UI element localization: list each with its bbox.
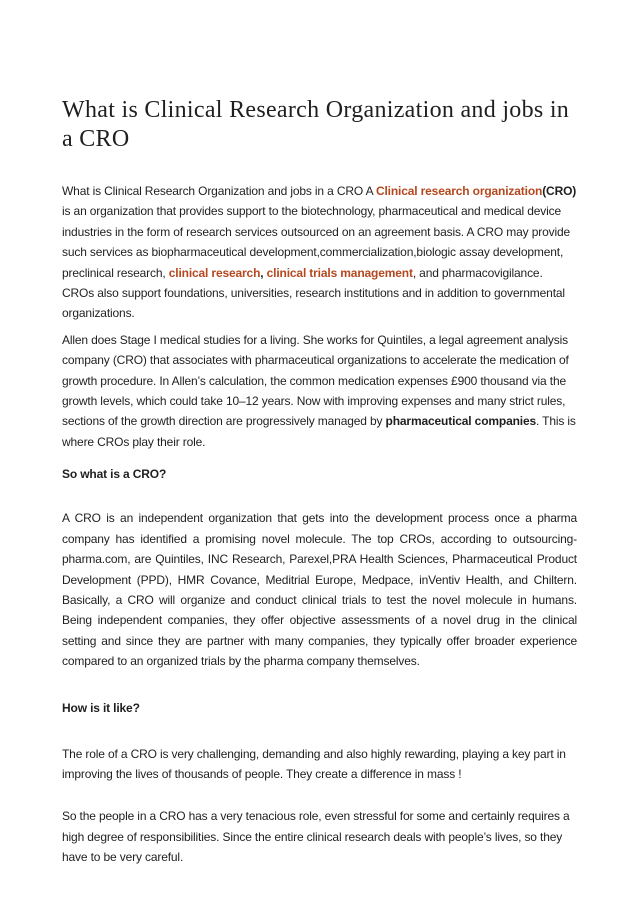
intro-text-2: is an organization that provides support to the biotechnology, pharmaceutical and medical device industries in the form of research services outsourced on an agreement basis. A CRO may provide such services as biopharmaceutical development,commercialization,biologic assay development, preclinical research, <box>62 204 571 280</box>
allen-text-1: Allen does Stage I medical studies for a living. She works for Quintiles, a legal agreement analysis company (CRO) that associates with pharmaceutical organizations to accelerate the medication of growth procedure. In Allen’s calculation, the common medication expenses £900 thousand via the growth levels, which could take 10–12 years. Now with improving expenses and many strict rules, sections of the growth direction are progressively managed by <box>62 332 569 429</box>
document-page <box>62 96 577 868</box>
allen-paragraph <box>62 330 577 452</box>
intro-paragraph <box>62 181 577 324</box>
pharmaceutical-companies-bold: pharmaceutical companies <box>385 414 537 429</box>
cro-abbrev: (CRO) <box>542 184 577 198</box>
allen-text-2: . This is where CROs play their role. <box>62 414 576 449</box>
cro-description-paragraph: A CRO is an independent organization that gets into the development process once a pharma company has identified a promising novel molecule. The top CROs, according to outsourcing-pharma.com, are Quintiles, INC Research, Parexel,PRA Health Sciences, Pharmaceutical Product Development (PPD), HMR Covance, Meditrial Europe, Medpace, inVentiv Health, and Chiltern. Basically, a CRO will organize and conduct clinical trials to test the novel molecule in humans. Being independent companies, they offer objective assessments of a novel drug in the clinical setting and since they are partner with many companies, they typically offer broader experience compared to an organized trials by the pharma company themselves. <box>62 511 577 669</box>
role-paragraph: The role of a CRO is very challenging, demanding and also highly rewarding, playing a key part in improving the lives of thousands of people. They create a difference in mass ! <box>62 746 566 781</box>
clinical-research-organization-link[interactable]: Clinical research organization <box>375 184 543 198</box>
clinical-research-link[interactable]: clinical research <box>168 265 261 280</box>
section-heading-how-is-it-like: How is it like? <box>62 700 140 715</box>
intro-text-1: What is Clinical Research Organization and jobs in a CRO A <box>62 184 376 198</box>
intro-text-3: , and pharmacovigilance. CROs also support foundations, universities, research institutions and in addition to governmental organizations. <box>62 265 565 321</box>
intro-comma: , <box>260 265 267 280</box>
section-heading-what-is-cro: So what is a CRO? <box>62 467 167 482</box>
paragraph-spacer <box>62 784 577 806</box>
clinical-trials-management-link[interactable]: clinical trials management <box>266 265 413 280</box>
page-title: What is Clinical Research Organization and jobs in a CRO <box>62 97 570 152</box>
people-paragraph: So the people in a CRO has a very tenacious role, even stressful for some and certainly requires a high degree of responsibilities. Since the entire clinical research deals with people’s lives, so they have to be very careful. <box>62 809 570 865</box>
